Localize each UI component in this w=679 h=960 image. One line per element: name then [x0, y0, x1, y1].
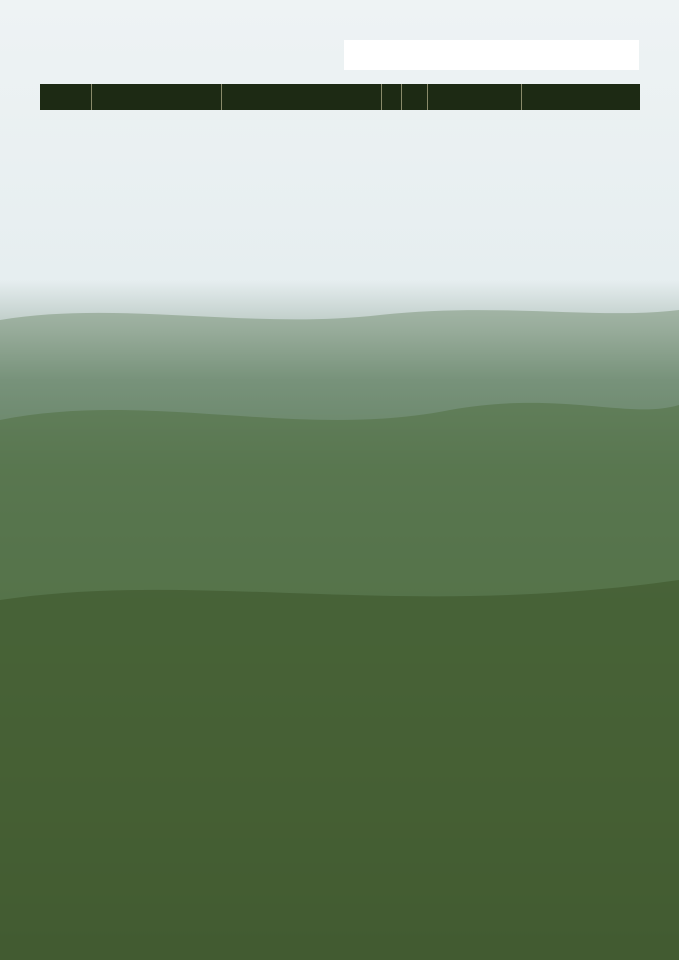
- header-fecha: [40, 84, 92, 110]
- header-expectativas: [522, 84, 640, 110]
- header-localizacion: [222, 84, 382, 110]
- notes: [40, 786, 640, 806]
- header-finca: [92, 84, 222, 110]
- note-3: [40, 790, 640, 802]
- header-p: [382, 84, 402, 110]
- header-tipo: [402, 84, 428, 110]
- table-header: [40, 84, 640, 110]
- header-cupo: [428, 84, 522, 110]
- hills-silhouette: [0, 300, 679, 960]
- legend-box: [344, 40, 639, 70]
